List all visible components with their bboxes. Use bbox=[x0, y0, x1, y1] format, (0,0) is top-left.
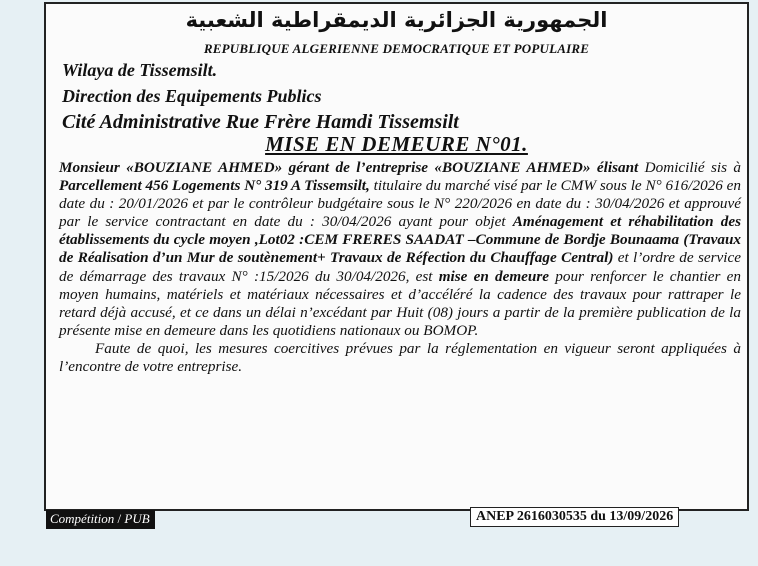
badge-separator: / bbox=[114, 511, 125, 526]
body-s3: Domicilié sis à bbox=[638, 159, 742, 176]
body-s1: Monsieur «BOUZIANE AHMED» gérant de l’entreprise «BOUZIANE AHMED» bbox=[59, 159, 591, 176]
badge-right: PUB bbox=[124, 511, 150, 526]
direction-line: Direction des Equipements Publics bbox=[62, 86, 322, 106]
category-badge bbox=[46, 510, 155, 529]
body-s2: élisant bbox=[596, 159, 639, 176]
french-title: REPUBLIQUE ALGERIENNE DEMOCRATIQUE ET POPULAIRE bbox=[203, 41, 590, 56]
body-s6: Aménagement et réhabilitation des établissements du cycle moyen ,Lot02 :CEM FRERES SAADAT –Commune de Bordje Bounaama (Travaux de Réalisation d’un Mur de soutènement+ Travaux de Réfection du Chauffage Central) bbox=[59, 213, 741, 267]
address-line: Cité Administrative Rue Frère Hamdi Tissemsilt bbox=[62, 111, 459, 133]
body-s9: pour renforcer le chantier en moyen humains, matériels et matériaux nécessaires et d’accéléré la cadence des travaux pour rattraper le retard déjà accusé, et ce dans un délai n’excédant par Huit (08) jours a partir de la première publication de la présente mise en demeure dans les quotidiens nationaux ou BOMOP. bbox=[59, 267, 741, 339]
body-paragraph-2: Faute de quoi, les mesures coercitives prévues par la réglementation en vigueur seront appliquées à l’encontre de votre entreprise. bbox=[59, 339, 741, 376]
notice-title: MISE EN DEMEURE N°01. bbox=[265, 132, 528, 156]
arabic-title: الجمهورية الجزائرية الديمقراطية الشعبية bbox=[185, 8, 608, 32]
body-s7: et l’ordre de service de démarrage des travaux N° :15/2026 du 30/04/2026, est bbox=[59, 249, 742, 285]
notice-body bbox=[59, 159, 741, 376]
anep-reference: ANEP 2616030535 du 13/09/2026 bbox=[470, 507, 679, 527]
notice-frame bbox=[44, 2, 749, 511]
body-s5: titulaire du marché visé par le CMW sous le N° 616/2026 en date du : 20/01/2026 et par le contrôleur budgétaire sous le N° 220/2026 en date du : 30/04/2026 et approuvé par le service contractant en date du : 30/04/2026 ayant pour objet bbox=[59, 177, 741, 231]
wilaya-line: Wilaya de Tissemsilt. bbox=[62, 60, 218, 80]
body-s4: Parcellement 456 Logements N° 319 A Tissemsilt, bbox=[59, 177, 370, 195]
body-paragraph-1 bbox=[59, 159, 741, 340]
body-s8: mise en demeure bbox=[438, 267, 550, 285]
badge-left: Compétition bbox=[50, 511, 115, 526]
